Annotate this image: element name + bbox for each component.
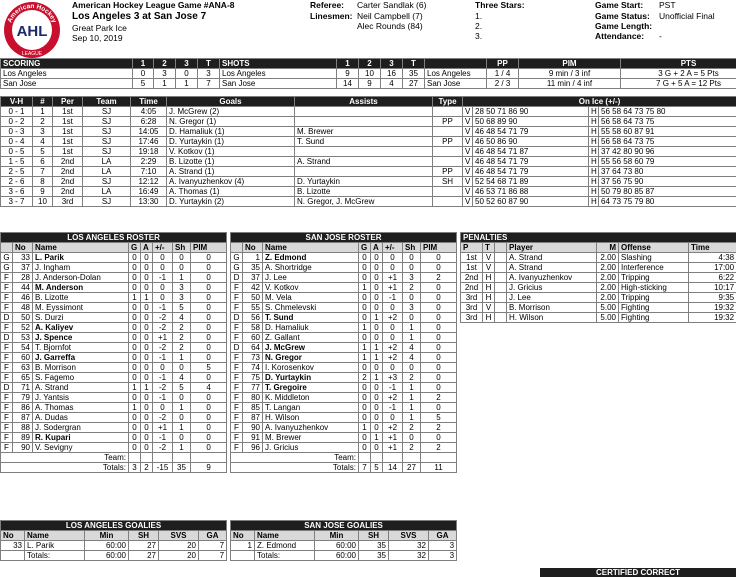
- roster-row: F 73 N. Gregor 1 1 +2 4 0: [231, 353, 457, 363]
- roster-row: F 60 Z. Gallant 0 0 0 1 0: [231, 333, 457, 343]
- roster-row: F 44 M. Anderson 0 0 0 3 0: [1, 283, 227, 293]
- penalties-table: [460, 232, 736, 323]
- penalty-row: 2nd H A. Ivanyuzhenkov 2.00 Tripping 6:22: [461, 273, 736, 283]
- penalty-row: 3rd V B. Morrison 5.00 Fighting 19:32: [461, 303, 736, 313]
- goal-row: 3 - 7 10 3rd SJ 13:30 D. Yurtaykin (2) N. Gregor, J. McGrew V 50 52 60 87 90 H 64 73 75 79 80: [1, 197, 736, 207]
- la-goalies-totals: Totals: 60:00 27 20 7: [1, 551, 227, 561]
- goal-row: 0 - 2 2 1st SJ 6:28 N. Gregor (1) PP V 50 68 89 90 H 56 58 64 73 75: [1, 117, 736, 127]
- sj-goalies-table: [230, 520, 457, 561]
- goal-row: 2 - 5 7 2nd LA 7:10 A. Strand (1) PP V 46 48 54 71 79 H 37 64 73 80: [1, 167, 736, 177]
- linesmen-label: Linesmen:: [310, 11, 353, 21]
- goals-header-row: V-H # Per Team Time Goals Assists Type On Ice (+/-): [1, 97, 736, 107]
- svg-text:American Hockey: American Hockey: [6, 2, 58, 24]
- penalty-row: 1st V A. Strand 2.00 Slashing 4:38: [461, 253, 736, 263]
- goal-row: 0 - 4 4 1st SJ 17:46 D. Yurtaykin (1) T. Sund PP V 46 50 86 90 H 56 58 64 73 75: [1, 137, 736, 147]
- scoring-title: SCORING: [1, 59, 133, 69]
- game-status-label: Game Status:: [595, 11, 650, 21]
- scoring-header-row: SCORING 1 2 3 T SHOTS 1 2 3 T PP PIM PTS: [1, 59, 736, 69]
- venue: Great Park Ice: [72, 23, 127, 33]
- roster-row: D 50 S. Durzi 0 0 -2 4 0: [1, 313, 227, 323]
- matchup-title: Los Angeles 3 at San Jose 7: [72, 11, 207, 22]
- roster-row: F 77 T. Gregoire 0 0 -1 1 0: [231, 383, 457, 393]
- scoring-row-visitor: Los Angeles 0 3 0 3 Los Angeles 9 10 16 35 Los Angeles 1 / 4 9 min / 3 inf 3 G + 2 A = 5 Pts: [1, 69, 736, 79]
- roster-row: D 71 A. Strand 1 1 -2 5 4: [1, 383, 227, 393]
- penalty-row: 1st V A. Strand 2.00 Interference 17:00: [461, 263, 736, 273]
- roster-row: F 63 B. Morrison 0 0 0 0 5: [1, 363, 227, 373]
- roster-row: F 46 B. Lizotte 1 1 0 3 0: [1, 293, 227, 303]
- roster-row: F 65 S. Fagemo 0 0 -1 4 0: [1, 373, 227, 383]
- scoring-table: [0, 58, 736, 89]
- certified-correct-banner: CERTIFIED CORRECT: [540, 568, 736, 577]
- sj-goalie-row: 1 Z. Edmond 60:00 35 32 3: [231, 541, 457, 551]
- la-roster-header: No Name G A +/- Sh PIM: [1, 243, 227, 253]
- roster-row: F 96 J. Gricius 0 0 +1 2 2: [231, 443, 457, 453]
- goal-row: 1 - 5 6 2nd LA 2:29 B. Lizotte (1) A. Strand V 46 48 54 71 79 H 55 56 58 60 79: [1, 157, 736, 167]
- la-roster-team-row: Team:: [1, 453, 227, 463]
- game-start-label: Game Start:: [595, 0, 644, 10]
- star-1: 1.: [475, 11, 483, 21]
- game-status-value: Unofficial Final: [659, 11, 715, 21]
- roster-row: D 37 J. Lee 0 0 +1 3 2: [231, 273, 457, 283]
- attendance-value: -: [659, 31, 662, 41]
- la-roster-title: LOS ANGELES ROSTER: [1, 233, 227, 243]
- roster-row: F 90 V. Sevigny 0 0 -2 1 0: [1, 443, 227, 453]
- goal-row: 0 - 5 5 1st SJ 19:18 V. Kotkov (1) V 46 48 54 71 87 H 37 42 80 90 96: [1, 147, 736, 157]
- goals-table: [0, 96, 736, 207]
- roster-row: F 88 J. Sodergran 0 0 +1 1 0: [1, 423, 227, 433]
- roster-row: F 75 D. Yurtaykin 2 1 +3 2 0: [231, 373, 457, 383]
- scoring-row-home: San Jose 5 1 1 7 San Jose 14 9 4 27 San Jose 2 / 3 11 min / 4 inf 7 G + 5 A = 12 Pts: [1, 79, 736, 89]
- referee-label: Referee:: [310, 0, 345, 10]
- goal-row: 2 - 6 8 2nd SJ 12:12 A. Ivanyuzhenkov (4) D. Yurtaykin SH V 52 54 68 71 89 H 37 56 75 90: [1, 177, 736, 187]
- goal-row: 3 - 6 9 2nd LA 16:49 A. Thomas (1) B. Lizotte V 46 53 71 86 88 H 50 79 80 85 87: [1, 187, 736, 197]
- referee-value: Carter Sandlak (6): [357, 0, 427, 10]
- sj-roster-header: No Name G A +/- Sh PIM: [231, 243, 457, 253]
- roster-row: F 42 V. Kotkov 1 0 +1 2 0: [231, 283, 457, 293]
- roster-row: F 74 I. Korosenkov 0 0 0 0 0: [231, 363, 457, 373]
- game-length-label: Game Length:: [595, 21, 653, 31]
- attendance-label: Attendance:: [595, 31, 645, 41]
- roster-row: G 37 J. Ingham 0 0 0 0 0: [1, 263, 227, 273]
- roster-row: G 33 L. Parik 0 0 0 0 0: [1, 253, 227, 263]
- roster-row: G 1 Z. Edmond 0 0 0 0 0: [231, 253, 457, 263]
- league-game: American Hockey League Game #ANA-8: [72, 0, 235, 10]
- sj-roster-team-row: Team:: [231, 453, 457, 463]
- sj-goalies-totals: Totals: 60:00 35 32 3: [231, 551, 457, 561]
- penalties-header: P T Player M Offense Time: [461, 243, 736, 253]
- roster-row: F 90 A. Ivanyuzhenkov 1 0 +2 2 2: [231, 423, 457, 433]
- three-stars-label: Three Stars:: [475, 0, 525, 10]
- la-goalie-row: 33 L. Parik 60:00 27 20 7: [1, 541, 227, 551]
- goal-row: 0 - 3 3 1st SJ 14:05 D. Hamaliuk (1) M. Brewer V 46 48 54 71 79 H 55 58 60 87 91: [1, 127, 736, 137]
- ahl-logo: [2, 0, 62, 60]
- sj-goalies-title: SAN JOSE GOALIES: [231, 521, 457, 531]
- roster-row: F 87 A. Dudas 0 0 -2 0 0: [1, 413, 227, 423]
- linesman-1: Neil Campbell (7): [357, 11, 423, 21]
- roster-row: F 86 A. Thomas 1 0 0 1 0: [1, 403, 227, 413]
- roster-row: F 60 J. Garreffa 0 0 -1 1 0: [1, 353, 227, 363]
- roster-row: D 64 J. McGrew 1 1 +2 4 0: [231, 343, 457, 353]
- game-start-value: PST: [659, 0, 676, 10]
- roster-row: F 58 D. Hamaliuk 1 0 0 1 0: [231, 323, 457, 333]
- penalty-row: 2nd H J. Gricius 2.00 High-sticking 10:17: [461, 283, 736, 293]
- roster-row: F 55 S. Chmelevski 0 0 0 3 0: [231, 303, 457, 313]
- penalty-row: 3rd H H. Wilson 5.00 Fighting 19:32: [461, 313, 736, 323]
- sj-goalies-header: No Name Min SH SVS GA: [231, 531, 457, 541]
- roster-row: D 53 J. Spence 0 0 +1 2 0: [1, 333, 227, 343]
- roster-row: F 80 K. Middleton 0 0 +2 1 2: [231, 393, 457, 403]
- goal-row: 0 - 1 1 1st SJ 4:05 J. McGrew (2) V 28 50 71 86 90 H 56 58 64 73 75 80: [1, 107, 736, 117]
- roster-row: F 28 J. Anderson-Dolan 0 0 -1 1 0: [1, 273, 227, 283]
- la-goalies-title: LOS ANGELES GOALIES: [1, 521, 227, 531]
- roster-row: F 50 M. Vela 0 0 -1 0 0: [231, 293, 457, 303]
- sj-roster-totals-row: Totals: 7 5 14 27 11: [231, 463, 457, 473]
- svg-text:LEAGUE: LEAGUE: [21, 51, 43, 57]
- roster-row: G 35 A. Shortridge 0 0 0 0 0: [231, 263, 457, 273]
- la-roster-totals-row: Totals: 3 2 -15 35 9: [1, 463, 227, 473]
- svg-text:AHL: AHL: [16, 23, 48, 40]
- roster-row: F 87 H. Wilson 0 0 0 1 5: [231, 413, 457, 423]
- star-3: 3.: [475, 31, 483, 41]
- sj-roster-table: [230, 232, 457, 473]
- roster-row: F 54 T. Bjornfot 0 0 -2 2 0: [1, 343, 227, 353]
- la-roster-table: [0, 232, 227, 473]
- game-date: Sep 10, 2019: [72, 33, 123, 43]
- star-2: 2.: [475, 21, 483, 31]
- roster-row: F 52 A. Kaliyev 0 0 -2 2 0: [1, 323, 227, 333]
- roster-row: F 85 T. Langan 0 0 -1 1 0: [231, 403, 457, 413]
- roster-row: F 91 M. Brewer 0 1 +1 0 0: [231, 433, 457, 443]
- linesman-2: Alec Rounds (84): [357, 21, 423, 31]
- penalty-row: 3rd H J. Lee 2.00 Tripping 9:35: [461, 293, 736, 303]
- roster-row: F 79 J. Yantsis 0 0 -1 0 0: [1, 393, 227, 403]
- shots-title: SHOTS: [220, 59, 337, 69]
- sj-roster-title: SAN JOSE ROSTER: [231, 233, 457, 243]
- roster-row: D 56 T. Sund 0 1 +2 0 0: [231, 313, 457, 323]
- penalties-title: PENALTIES: [461, 233, 736, 243]
- la-goalies-header: No Name Min SH SVS GA: [1, 531, 227, 541]
- la-goalies-table: [0, 520, 227, 561]
- roster-row: F 48 M. Eyssimont 0 0 -1 5 0: [1, 303, 227, 313]
- roster-row: F 89 R. Kupari 0 0 -1 0 0: [1, 433, 227, 443]
